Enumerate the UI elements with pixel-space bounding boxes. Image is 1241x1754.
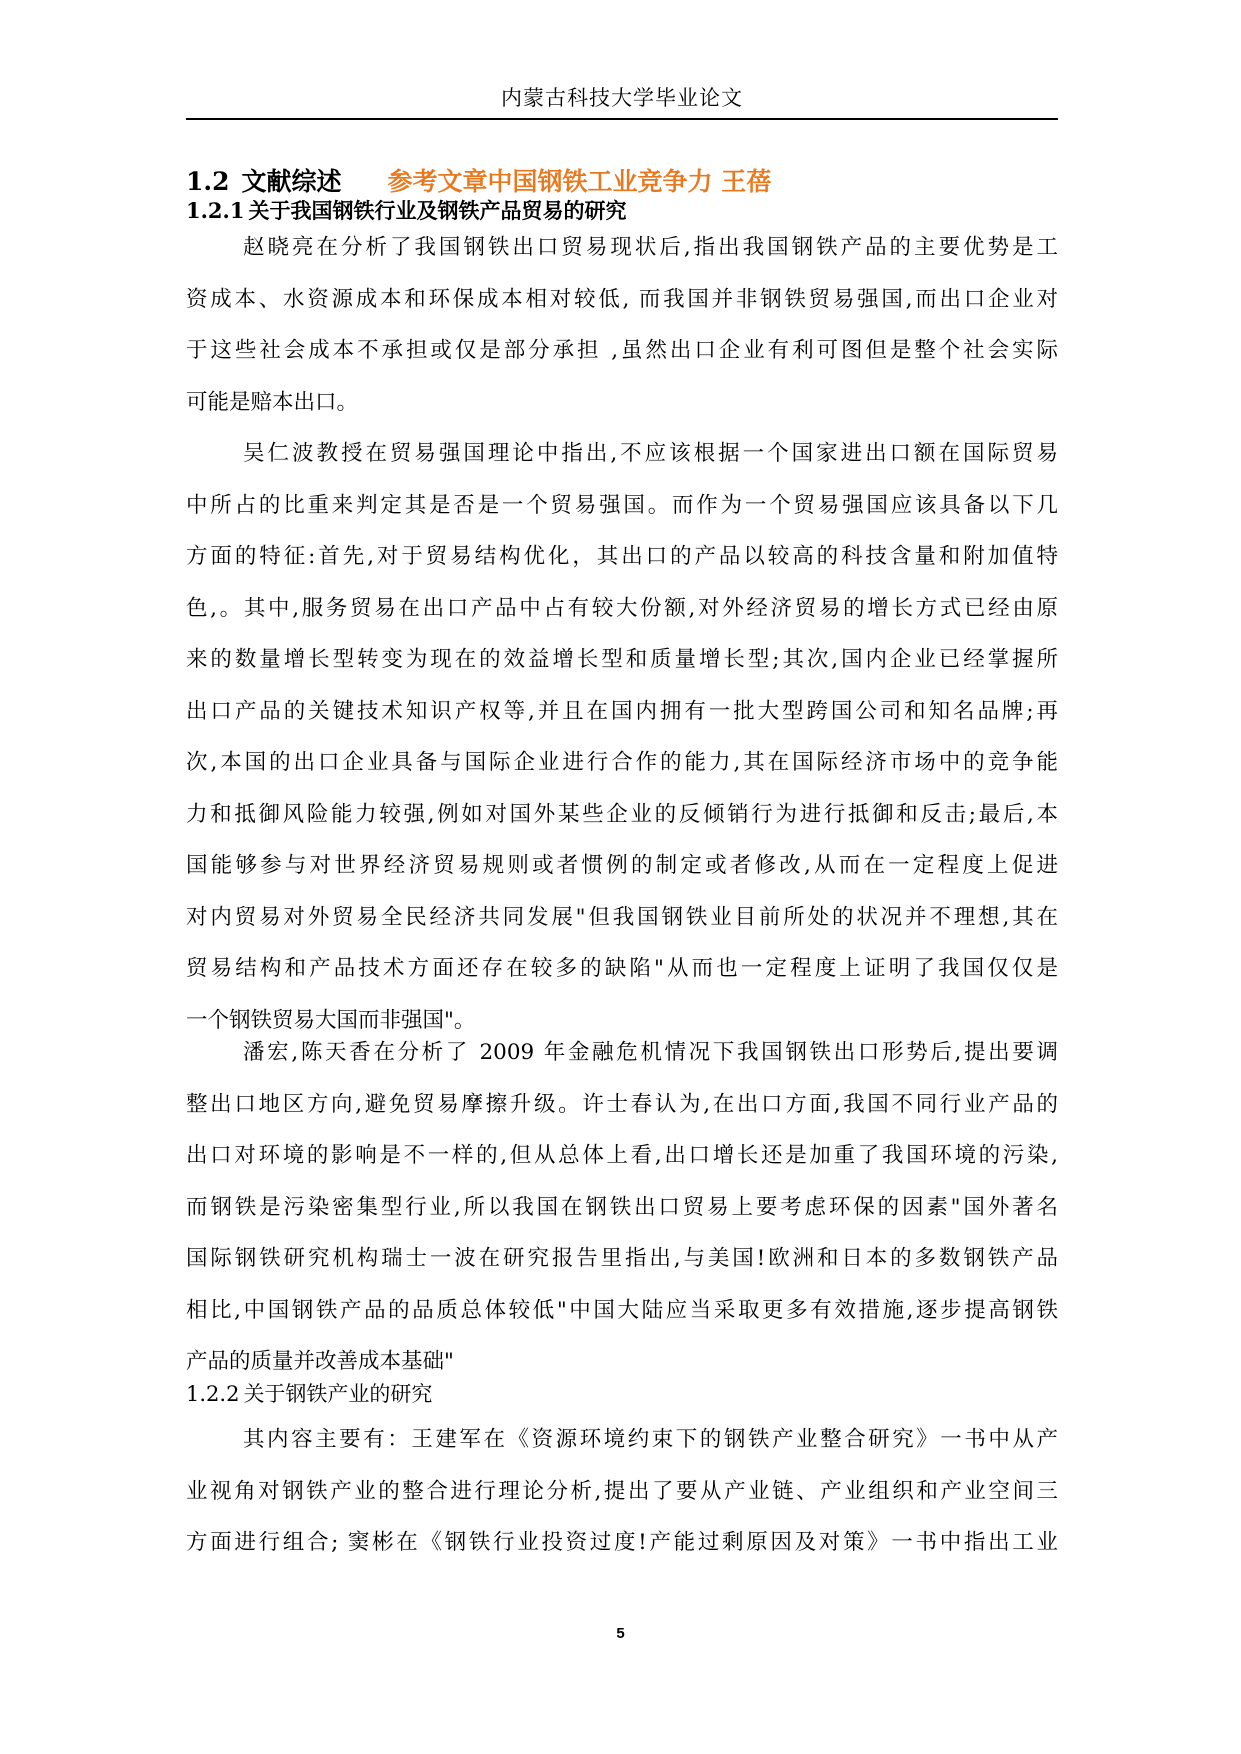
paragraph-line: 其内容主要有：王建军在《资源环境约束下的钢铁产业整合研究》一书中从产 xyxy=(243,1427,1058,1452)
reference-note: 参考文章中国钢铁工业竞争力 王蓓 xyxy=(387,167,772,196)
paragraph-line: 业视角对钢铁产业的整合进行理论分析,提出了要从产业链、产业组织和产业空间三 xyxy=(186,1478,1058,1504)
paragraph-line: 而钢铁是污染密集型行业,所以我国在钢铁出口贸易上要考虑环保的因素"国外著名 xyxy=(186,1194,1058,1220)
running-header xyxy=(186,86,1058,120)
paragraph-line: 出口对环境的影响是不一样的,但从总体上看,出口增长还是加重了我国环境的污染, xyxy=(186,1143,1058,1168)
paragraph-line: 产品的质量并改善成本基础" xyxy=(186,1349,454,1374)
paragraph-line: 可能是赔本出口。 xyxy=(186,389,359,415)
paragraph-line: 次,本国的出口企业具备与国际企业进行合作的能力,其在国际经济市场中的竞争能 xyxy=(186,750,1058,775)
paragraph-line: 方面进行组合; 窦彬在《钢铁行业投资过度!产能过剩原因及对策》一书中指出工业 xyxy=(186,1530,1058,1555)
paragraph-line: 一个钢铁贸易大国而非强国"。 xyxy=(186,1007,476,1033)
subsection-title: 关于我国钢铁行业及钢铁产品贸易的研究 xyxy=(248,198,627,223)
paragraph-line: 出口产品的关键技术知识产权等,并且在国内拥有一批大型跨国公司和知名品牌;再 xyxy=(186,698,1058,724)
paragraph-line: 对内贸易对外贸易全民经济共同发展"但我国钢铁业目前所处的状况并不理想,其在 xyxy=(186,904,1058,930)
paragraph-steel-industry-research xyxy=(186,1414,1058,1569)
subsection-number: 1.2.2 xyxy=(186,1382,240,1406)
subsection-number: 1.2.1 xyxy=(186,198,245,223)
page-number: 5 xyxy=(616,1625,625,1642)
paragraph-line: 色,。其中,服务贸易在出口产品中占有较大份额,对外经济贸易的增长方式已经由原 xyxy=(186,595,1058,621)
paragraph-line: 国能够参与对世界经济贸易规则或者惯例的制定或者修改,从而在一定程度上促进 xyxy=(186,853,1058,878)
paragraph-line: 力和抵御风险能力较强,例如对国外某些企业的反倾销行为进行抵御和反击;最后,本 xyxy=(186,801,1058,827)
running-header-title: 内蒙古科技大学毕业论文 xyxy=(501,86,743,110)
paragraph-line: 方面的特征:首先,对于贸易结构优化，其出口的产品以较高的科技含量和附加值特 xyxy=(186,544,1058,569)
paragraph-wu-renbo xyxy=(186,428,1058,1046)
subsection-title: 关于钢铁产业的研究 xyxy=(243,1382,433,1406)
paragraph-line: 潘宏,陈天香在分析了 2009 年金融危机情况下我国钢铁出口形势后,提出要调 xyxy=(243,1040,1058,1065)
section-number: 1.2 xyxy=(186,167,230,196)
section-heading xyxy=(186,164,771,200)
paragraph-line: 赵晓亮在分析了我国钢铁出口贸易现状后,指出我国钢铁产品的主要优势是工 xyxy=(243,235,1058,260)
paragraph-line: 国际钢铁研究机构瑞士一波在研究报告里指出,与美国!欧洲和日本的多数钢铁产品 xyxy=(186,1246,1058,1271)
paragraph-zhao-xiaoliang xyxy=(186,222,1058,428)
paragraph-line: 于这些社会成本不承担或仅是部分承担 ,虽然出口企业有利可图但是整个社会实际 xyxy=(186,338,1058,363)
paragraph-line: 中所占的比重来判定其是否是一个贸易强国。而作为一个贸易强国应该具备以下几 xyxy=(186,492,1058,518)
paragraph-pan-hong xyxy=(186,1027,1058,1388)
section-title: 文献综述 xyxy=(241,167,342,196)
paragraph-line: 吴仁波教授在贸易强国理论中指出,不应该根据一个国家进出口额在国际贸易 xyxy=(243,441,1058,466)
paragraph-line: 来的数量增长型转变为现在的效益增长型和质量增长型;其次,国内企业已经掌握所 xyxy=(186,647,1058,672)
subsection-heading-1-2-2 xyxy=(186,1379,432,1409)
paragraph-line: 整出口地区方向,避免贸易摩擦升级。许士春认为,在出口方面,我国不同行业产品的 xyxy=(186,1091,1058,1117)
paragraph-line: 资成本、水资源成本和环保成本相对较低, 而我国并非钢铁贸易强国,而出口企业对 xyxy=(186,286,1058,312)
paragraph-line: 贸易结构和产品技术方面还存在较多的缺陷"从而也一定程度上证明了我国仅仅是 xyxy=(186,956,1058,981)
paragraph-line: 相比,中国钢铁产品的品质总体较低"中国大陆应当采取更多有效措施,逐步提高钢铁 xyxy=(186,1297,1058,1323)
